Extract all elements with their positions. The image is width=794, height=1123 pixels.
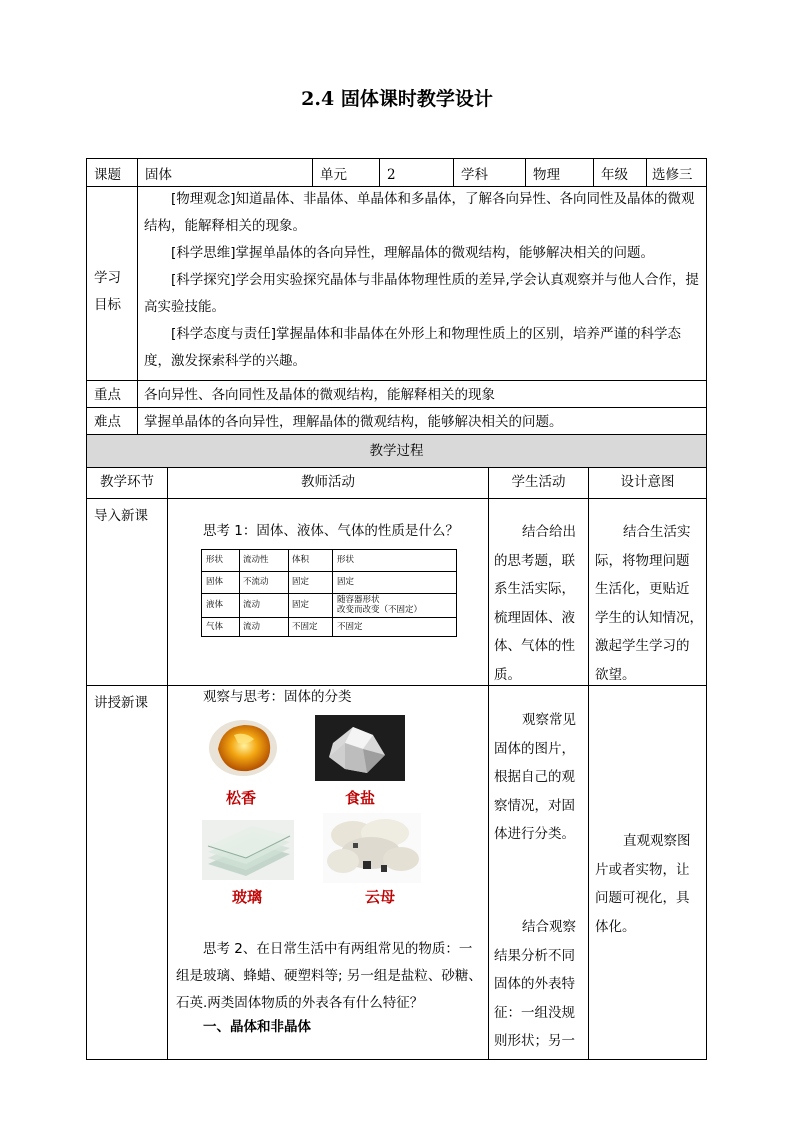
topic-value: 固体 [145, 167, 172, 183]
subject-value: 物理 [533, 167, 560, 183]
lecture-observe: 观察与思考：固体的分类 [203, 689, 352, 705]
subject-label: 学科 [461, 167, 488, 183]
lecture-design-intent: 直观观察图 片或者实物，让 问题可视化，具 体化。 [595, 833, 691, 935]
states-cell: 不固定 [337, 622, 363, 632]
goal-scientific-thinking: [科学思维]掌握单晶体的各向异性，理解晶体的微观结构，能够解决相关的问题。 [171, 245, 655, 261]
intro-stage: 导入新课 [94, 508, 148, 524]
goal-scientific-inquiry: [科学探究]学会用实验探究晶体与非晶体物理性质的差异,学会认真观察并与他人合作，提高实验技能。 [144, 272, 699, 315]
key-text: 各向异性、各向同性及晶体的微观结构，能解释相关的现象 [144, 387, 495, 403]
lecture-student-activity-a: 观察常见 固体的图片， 根据自己的观 察情况，对固 体进行分类。 [494, 712, 576, 842]
lecture-stage: 讲授新课 [94, 695, 148, 711]
salt-image [315, 715, 405, 781]
states-header-cell: 体积 [292, 555, 310, 565]
grade-label: 年级 [601, 167, 628, 183]
intro-question: 思考 1：固体、液体、气体的性质是什么？ [203, 523, 459, 539]
states-cell: 固定 [337, 577, 355, 587]
states-cell: 改变而改变（不固定） [337, 605, 423, 615]
section-heading: 一、晶体和非晶体 [203, 1019, 311, 1035]
mica-image [323, 813, 421, 883]
goal-attitude: [科学态度与责任]掌握晶体和非晶体在外形上和物理性质上的区别，培养严谨的科学态度，激发探索科学的兴趣。 [144, 326, 682, 369]
intro-student-activity: 结合给出 的思考题，联 系生活实际， 梳理固体、液 体、气体的性 质。 [494, 524, 576, 683]
goals-label: 学习 目标 [94, 270, 121, 313]
glass-caption: 玻璃 [231, 888, 262, 906]
topic-label: 课题 [94, 167, 121, 183]
unit-label: 单元 [320, 167, 347, 183]
states-cell: 固定 [292, 600, 310, 610]
col-header-teacher: 教师活动 [301, 474, 355, 490]
states-header-cell: 流动性 [243, 555, 269, 565]
goal-physics-concept: [物理观念]知道晶体、非晶体、单晶体和多晶体，了解各向异性、各向同性及晶体的微观结构，能解释相关的现象。 [144, 191, 695, 234]
states-cell: 气体 [206, 622, 224, 632]
salt-caption: 食盐 [344, 789, 375, 807]
glass-image [202, 820, 294, 880]
states-cell: 不固定 [292, 622, 318, 632]
intro-design-intent: 结合生活实 际，将物理问题 生活化，更贴近 学生的认知情况， 激起学生学习的 欲望。 [595, 524, 703, 683]
states-cell: 流动 [243, 622, 261, 632]
rosin-caption: 松香 [225, 789, 256, 807]
lecture-student-activity-b: 结合观察 结果分析不同 固体的外表特 征：一组没规 则形状；另一 [494, 919, 576, 1049]
rosin-image [204, 715, 282, 779]
col-header-stage: 教学环节 [100, 474, 154, 490]
page-title: 2.4 固体课时教学设计 [301, 88, 493, 110]
states-table [201, 549, 457, 637]
states-header-cell: 形状 [206, 555, 224, 565]
col-header-student: 学生活动 [511, 474, 566, 490]
unit-value: 2 [387, 167, 396, 183]
states-cell: 不流动 [243, 577, 269, 587]
states-cell: 液体 [206, 600, 224, 610]
states-cell: 固定 [292, 577, 310, 587]
col-header-intent: 设计意图 [620, 474, 675, 490]
mica-caption: 云母 [364, 888, 395, 906]
goals-text [144, 186, 700, 375]
states-header-cell: 形状 [337, 555, 355, 565]
question-two: 思考 2、在日常生活中有两组常见的物质：一 组是玻璃、蜂蜡、硬塑料等; 另一组是盐粒、砂糖、 石英.两类固体物质的外表各有什么特征？ [176, 941, 482, 1011]
difficulty-label: 难点 [94, 414, 121, 430]
states-cell: 随容器形状 [337, 595, 380, 605]
states-cell: 固体 [206, 577, 224, 587]
difficulty-text: 掌握单晶体的各向异性，理解晶体的微观结构，能够解决相关的问题。 [144, 414, 563, 430]
grade-value: 选修三 [652, 167, 693, 183]
process-header: 教学过程 [87, 435, 706, 467]
key-label: 重点 [94, 387, 121, 403]
states-cell: 流动 [243, 600, 261, 610]
